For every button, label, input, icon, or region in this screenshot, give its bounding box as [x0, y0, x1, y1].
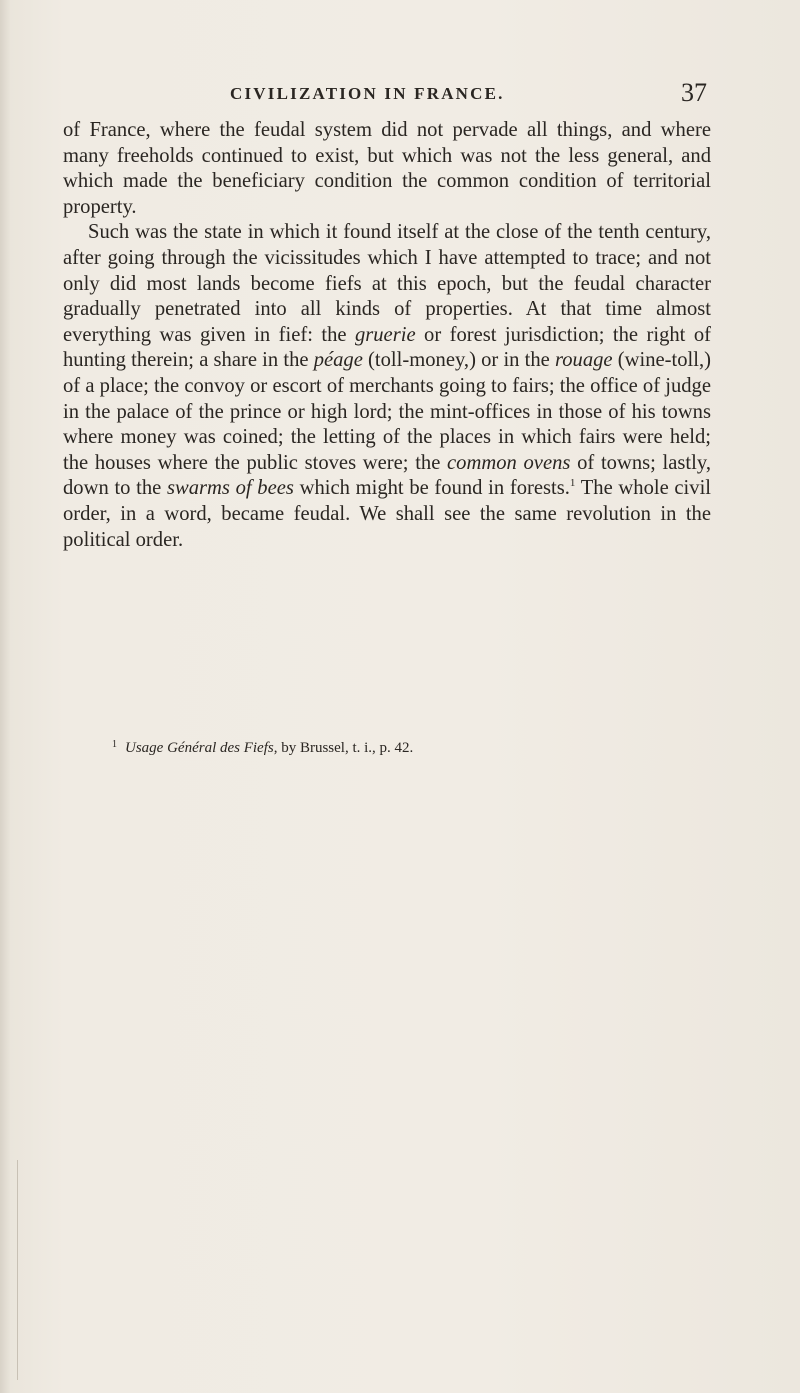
footnote-source-title: Usage Général des Fiefs	[125, 740, 274, 756]
footnote-reference: 1	[569, 477, 576, 490]
page-edge-line	[17, 1160, 18, 1380]
page-number: 37	[681, 78, 707, 107]
footnote-citation: , by Brussel, t. i., p. 42.	[273, 740, 414, 756]
paragraph-1: of France, where the feudal system did not pervade all things, and where many freeholds continued to exist, but which was not the less general, and which made the beneficiary condition the common condition of territorial property.	[63, 119, 711, 218]
term-gruerie: gruerie	[354, 323, 416, 346]
term-peage: péage	[313, 349, 363, 372]
term-common-ovens: common ovens	[447, 451, 571, 474]
page-gutter-shadow	[0, 0, 10, 1393]
footnote	[112, 738, 413, 758]
running-head	[150, 78, 750, 112]
term-swarms-of-bees: swarms of bees	[166, 477, 294, 500]
paragraph-2: Such was the state in which it found itself at the close of the tenth century, after going through the vicissitudes which I have attempted to trace; and not only did most lands become fiefs at this epoch, but the feudal character gradually penetrated into all kinds of properties. At that time almost everything was given in fief: the gruerie or forest jurisdiction; the right of hunting therein; a share in the péage (toll-money,) or in the rouage (wine-toll,) of a place; the convoy or escort of merchants going to fairs; the office of judge in the palace of the prince or high lord; the mint-offices in those of his towns where money was coined; the letting of the places in which fairs were held; the houses where the public stoves were; the common ovens of towns; lastly, down to the swarms of bees which might be found in forests.$^1$ The whole civil order, in a word, became feudal. We shall see the same revolution in the political order.	[63, 221, 712, 551]
body-text	[63, 118, 711, 553]
footnote-marker: 1	[112, 739, 117, 750]
running-title: CIVILIZATION IN FRANCE.	[230, 84, 505, 103]
term-rouage: rouage	[555, 349, 613, 372]
